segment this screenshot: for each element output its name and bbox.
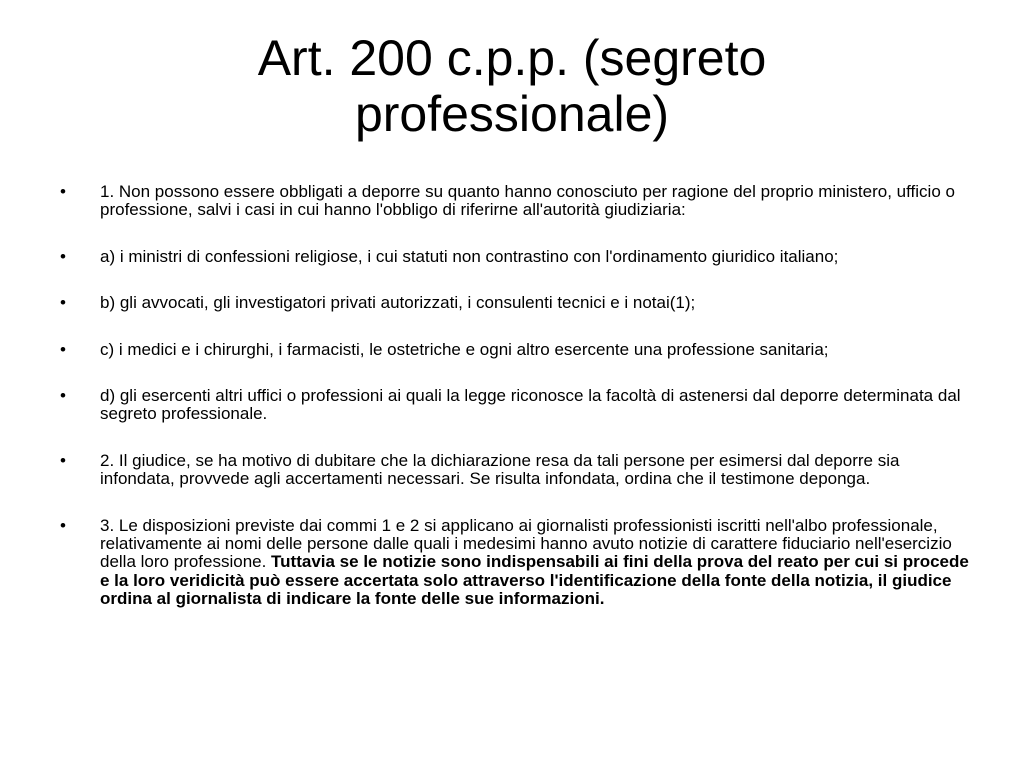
bullet-item-comma-3 (57, 517, 972, 609)
bullet-text-bold: Tuttavia se le notizie sono indispensabili ai fini della prova del reato per cui si procede e la loro veridicità può essere accertata solo attraverso l'identificazione della fonte della notizia, il giudice ordina al giornalista di indicare la fonte delle sue informazioni. (100, 552, 969, 609)
bullet-item-d (57, 387, 972, 424)
bullet-dot-icon: • (60, 246, 66, 266)
bullet-dot-icon: • (60, 293, 66, 313)
bullet-item-a (57, 248, 972, 266)
slide-title-line-1: Art. 200 c.p.p. (segreto (257, 30, 767, 86)
bullet-text: 2. Il giudice, se ha motivo di dubitare che la dichiarazione resa da tali persone per esimersi dal deporre sia infondata, provvede agli accertamenti necessari. Se risulta infondata, ordina che il testimone deponga. (100, 450, 900, 489)
bullet-item-comma-1 (57, 183, 972, 220)
bullet-dot-icon: • (60, 386, 66, 406)
bullet-item-comma-2 (57, 452, 972, 489)
bullet-text: a) i ministri di confessioni religiose, i cui statuti non contrastino con l'ordinamento giuridico italiano; (100, 246, 839, 266)
bullet-text: 1. Non possono essere obbligati a deporre su quanto hanno conosciuto per ragione del proprio ministero, ufficio o professione, salvi i casi in cui hanno l'obbligo di riferirne all'autorità giudiziaria: (100, 182, 955, 220)
bullet-dot-icon: • (60, 515, 66, 535)
bullet-item-b (57, 294, 972, 312)
bullet-dot-icon: • (60, 450, 66, 470)
bullet-text: c) i medici e i chirurghi, i farmacisti, le ostetriche e ogni altro esercente una professione sanitaria; (100, 339, 829, 359)
bullet-list (57, 183, 972, 637)
bullet-item-c (57, 341, 972, 359)
bullet-text: d) gli esercenti altri uffici o professioni ai quali la legge riconosce la facoltà di astenersi dal deporre determinata dal segreto professionale. (100, 386, 961, 424)
bullet-text (100, 516, 969, 609)
slide-title (60, 30, 964, 142)
bullet-text: b) gli avvocati, gli investigatori privati autorizzati, i consulenti tecnici e i notai(1); (100, 293, 696, 313)
bullet-dot-icon: • (60, 339, 66, 359)
bullet-dot-icon: • (60, 182, 66, 201)
bullet-text-regular: 3. Le disposizioni previste dai commi 1 e 2 si applicano ai giornalisti professionisti iscritti nell'albo professionale, relativamente ai nomi delle persone dalle quali i medesimi hanno avuto notizie di carattere fiduciario nell'esercizio della loro professione. (100, 515, 952, 572)
slide-title-line-2: professionale) (354, 86, 670, 142)
